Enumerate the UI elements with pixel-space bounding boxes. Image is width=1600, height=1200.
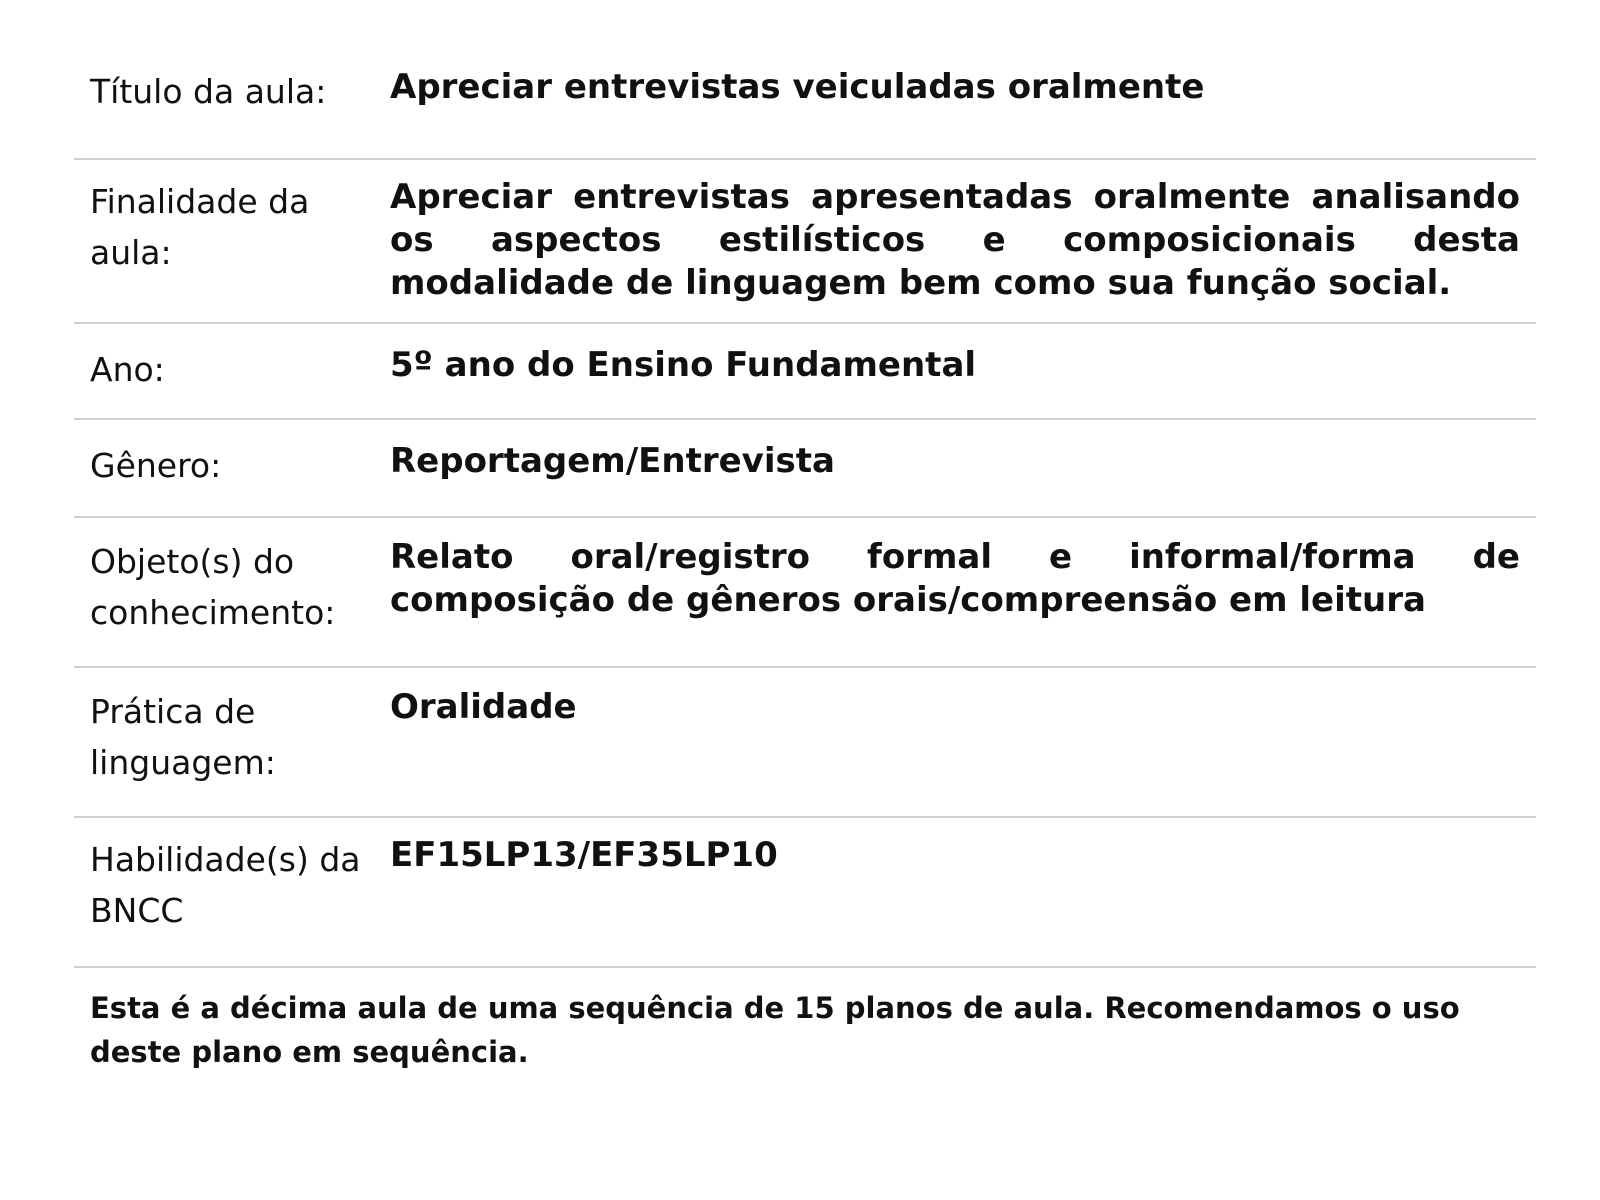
finalidade-label: Finalidade da aula: xyxy=(90,182,310,272)
row-objeto xyxy=(74,518,1536,668)
habilidade-label: Habilidade(s) da BNCC xyxy=(90,840,361,930)
genero-label: Gênero: xyxy=(90,446,222,485)
habilidade-value: EF15LP13/EF35LP10 xyxy=(390,835,778,875)
row-habilidade xyxy=(74,818,1536,968)
titulo-label: Título da aula: xyxy=(90,72,327,111)
row-finalidade xyxy=(74,160,1536,324)
row-genero xyxy=(74,420,1536,518)
ano-label: Ano: xyxy=(90,350,165,389)
objeto-label: Objeto(s) do conhecimento: xyxy=(90,542,336,632)
row-ano xyxy=(74,324,1536,420)
titulo-value: Apreciar entrevistas veiculadas oralmente xyxy=(390,67,1205,107)
pratica-value: Oralidade xyxy=(390,687,577,727)
ano-value: 5º ano do Ensino Fundamental xyxy=(390,345,977,385)
row-pratica xyxy=(74,668,1536,818)
lesson-plan-table xyxy=(74,48,1536,1074)
sequence-note: Esta é a décima aula de uma sequência de 15 planos de aula. Recomendamos o uso deste plano em sequência. xyxy=(90,991,1460,1069)
finalidade-value: Apreciar entrevistas apresentadas oralmente analisando os aspectos estilísticos e composicionais desta modalidade de linguagem bem como sua função social. xyxy=(390,177,1520,303)
genero-value: Reportagem/Entrevista xyxy=(390,441,835,481)
pratica-label: Prática de linguagem: xyxy=(90,692,276,782)
objeto-value: Relato oral/registro formal e informal/forma de composição de gêneros orais/compreensão em leitura xyxy=(390,537,1520,620)
row-titulo xyxy=(74,48,1536,160)
